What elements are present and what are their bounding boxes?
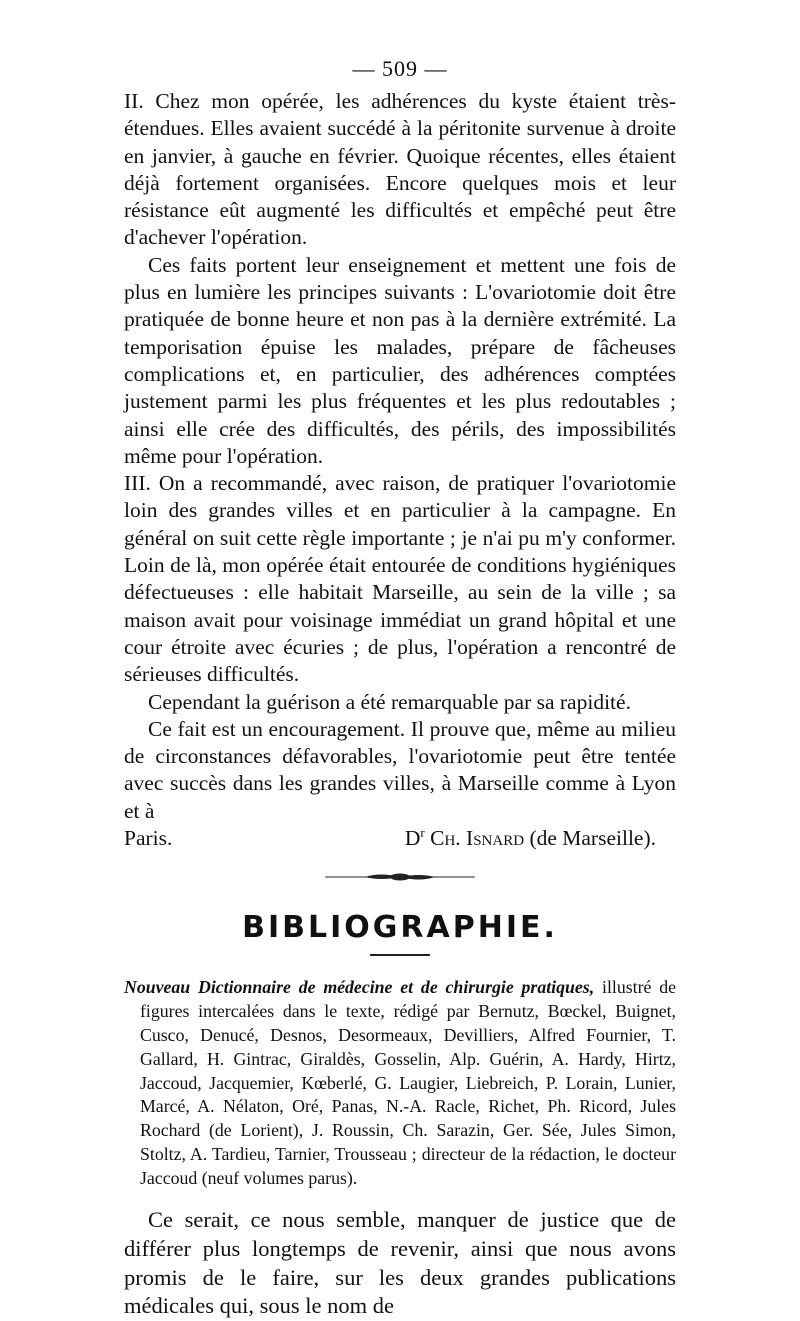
signature-place: (de Marseille). [529, 826, 656, 851]
page-number: — 509 — [352, 56, 448, 81]
paragraph-ii: II. Chez mon opérée, les adhérences du kyste étaient très-étendues. Elles avaient succédé à la péritonite survenue à droite en janvier, à gauche en février. Quoique récentes, elles étaient déjà fortement organisées. Encore quelques mois et leur résistance eût augmenté les difficultés et empêché peut être d'achever l'opération. [124, 89, 676, 250]
paragraph-guerison: Cependant la guérison a été remarquable par sa rapidité. [148, 689, 631, 714]
bibliography-title: Nouveau Dictionnaire de médecine et de chirurgie pratiques, [124, 977, 595, 998]
signature-title-sup: r [420, 824, 425, 840]
closing-word: Paris. [124, 826, 173, 851]
paragraph-iii: III. On a recommandé, avec raison, de pratiquer l'ovariotomie loin des grandes villes et en particulier à la campagne. En général on suit cette règle importante ; je n'ai pu m'y conformer. Loin de là, mon opérée était entourée de conditions hygiéniques défectueuses : elle habitait Marseille, au sein de la ville ; sa maison avait pour voisinage immédiat un grand hôpital et une cour étroite avec écuries ; de plus, l'opération a rencontré de sérieuses difficultés. [124, 471, 676, 687]
bibliography-text: illustré de figures intercalées dans le texte, rédigé par Bernutz, Bœckel, Buignet, Cusco, Denucé, Desnos, Desormeaux, Devilliers, Alfred Fournier, T. Gallard, H. Gintrac, Giraldès, Gosselin, Alp. Guérin, A. Hardy, Hirtz, Jaccoud, Jacquemier, Kœberlé, G. Laugier, Liebreich, P. Lorain, Lunier, Marcé, A. Nélaton, Oré, Panas, N.-A. Racle, Richet, Ph. Ricord, Jules Rochard (de Lorient), J. Roussin, Ch. Sarazin, Ger. Sée, Jules Simon, Stoltz, A. Tardieu, Tarnier, Trousseau ; directeur de la rédaction, le docteur Jaccoud (neuf volumes parus). [140, 977, 676, 1188]
ornament-divider [124, 872, 676, 882]
section-heading: BIBLIOGRAPHIE. [242, 910, 558, 946]
paragraph-encouragement: Ce fait est un encouragement. Il prouve que, même au milieu de circonstances défavorables, l'ovariotomie peut être tentée avec succès dans les grandes villes, à Marseille comme à Lyon et à [124, 716, 676, 823]
signature [405, 825, 676, 852]
page [124, 56, 676, 1321]
final-paragraph: Ce serait, ce nous semble, manquer de justice que de différer plus longtemps de revenir, ainsi que nous avons promis de le faire, sur les deux grandes publications médicales qui, sous le nom de [124, 1207, 676, 1319]
paragraph-principles: Ces faits portent leur enseignement et mettent une fois de plus en lumière les principes suivants : L'ovariotomie doit être pratiquée de bonne heure et non pas à la dernière extrémité. La temporisation épuise les malades, prépare de fâcheuses complications et, en particulier, des adhérences comptées justement parmi les plus fréquentes et les plus redoutables ; ainsi elle crée des difficultés, des périls, des impossibilités même pour l'opération. [124, 252, 676, 468]
signature-name: Ch. Isnard [430, 826, 525, 851]
signature-title: D [404, 826, 421, 851]
bibliography-entry [124, 976, 676, 1190]
signature-line [124, 825, 676, 852]
heading-rule [370, 954, 430, 956]
